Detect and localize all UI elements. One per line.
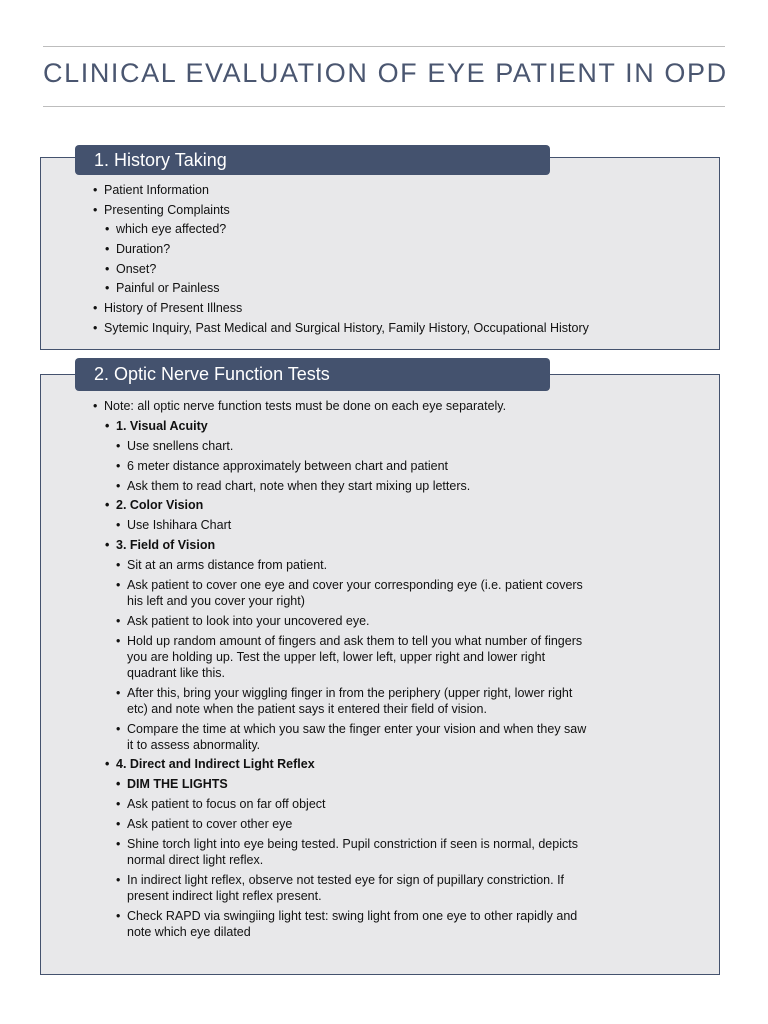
optic-nerve-tests-heading: 2. Optic Nerve Function Tests: [75, 358, 550, 391]
list-item: • Ask patient to focus on far off object: [0, 796, 680, 812]
list-item: • 2. Color Vision: [0, 497, 680, 513]
title-top-rule: [43, 46, 725, 47]
history-taking-list: [0, 182, 589, 340]
list-item: • Sit at an arms distance from patient.: [0, 557, 680, 573]
list-item: • DIM THE LIGHTS: [0, 776, 680, 792]
list-item: • 1. Visual Acuity: [0, 418, 680, 434]
list-item: • Use Ishihara Chart: [0, 517, 680, 533]
list-item: • Ask patient to look into your uncovered eye.: [0, 613, 680, 629]
list-item: • Ask patient to cover one eye and cover your corresponding eye (i.e. patient covers his left and you cover your right): [0, 577, 680, 609]
list-item: • History of Present Illness: [0, 300, 589, 316]
list-item: • Shine torch light into eye being tested. Pupil constriction if seen is normal, depicts normal direct light reflex.: [0, 836, 680, 868]
list-item: • After this, bring your wiggling finger in from the periphery (upper right, lower right etc) and note when the patient says it entered their field of vision.: [0, 685, 680, 717]
list-item: • Presenting Complaints: [0, 202, 589, 218]
list-item: • 3. Field of Vision: [0, 537, 680, 553]
list-item: • Duration?: [0, 241, 589, 257]
list-item: • Ask patient to cover other eye: [0, 816, 680, 832]
title-bottom-rule: [43, 106, 725, 107]
list-item: • In indirect light reflex, observe not tested eye for sign of pupillary constriction. If present indirect light reflex present.: [0, 872, 680, 904]
list-item: • 6 meter distance approximately between chart and patient: [0, 458, 680, 474]
list-item: • Compare the time at which you saw the finger enter your vision and when they saw it to assess abnormality.: [0, 721, 680, 753]
list-item: • which eye affected?: [0, 221, 589, 237]
optic-nerve-tests-list: [0, 398, 680, 944]
list-item: • Use snellens chart.: [0, 438, 680, 454]
list-item: • Onset?: [0, 261, 589, 277]
list-item: • Hold up random amount of fingers and ask them to tell you what number of fingers you are holding up. Test the upper left, lower left, upper right and lower right quadrant like this.: [0, 633, 680, 681]
history-taking-heading: 1. History Taking: [75, 145, 550, 175]
page-title: CLINICAL EVALUATION OF EYE PATIENT IN OPD: [43, 58, 728, 88]
list-item: • Check RAPD via swingiing light test: swing light from one eye to other rapidly and note which eye dilated: [0, 908, 680, 940]
list-item: • Painful or Painless: [0, 280, 589, 296]
list-item: • Ask them to read chart, note when they start mixing up letters.: [0, 478, 680, 494]
list-item: • Note: all optic nerve function tests must be done on each eye separately.: [0, 398, 680, 414]
list-item: • Sytemic Inquiry, Past Medical and Surgical History, Family History, Occupational History: [0, 320, 589, 336]
list-item: • Patient Information: [0, 182, 589, 198]
list-item: • 4. Direct and Indirect Light Reflex: [0, 756, 680, 772]
